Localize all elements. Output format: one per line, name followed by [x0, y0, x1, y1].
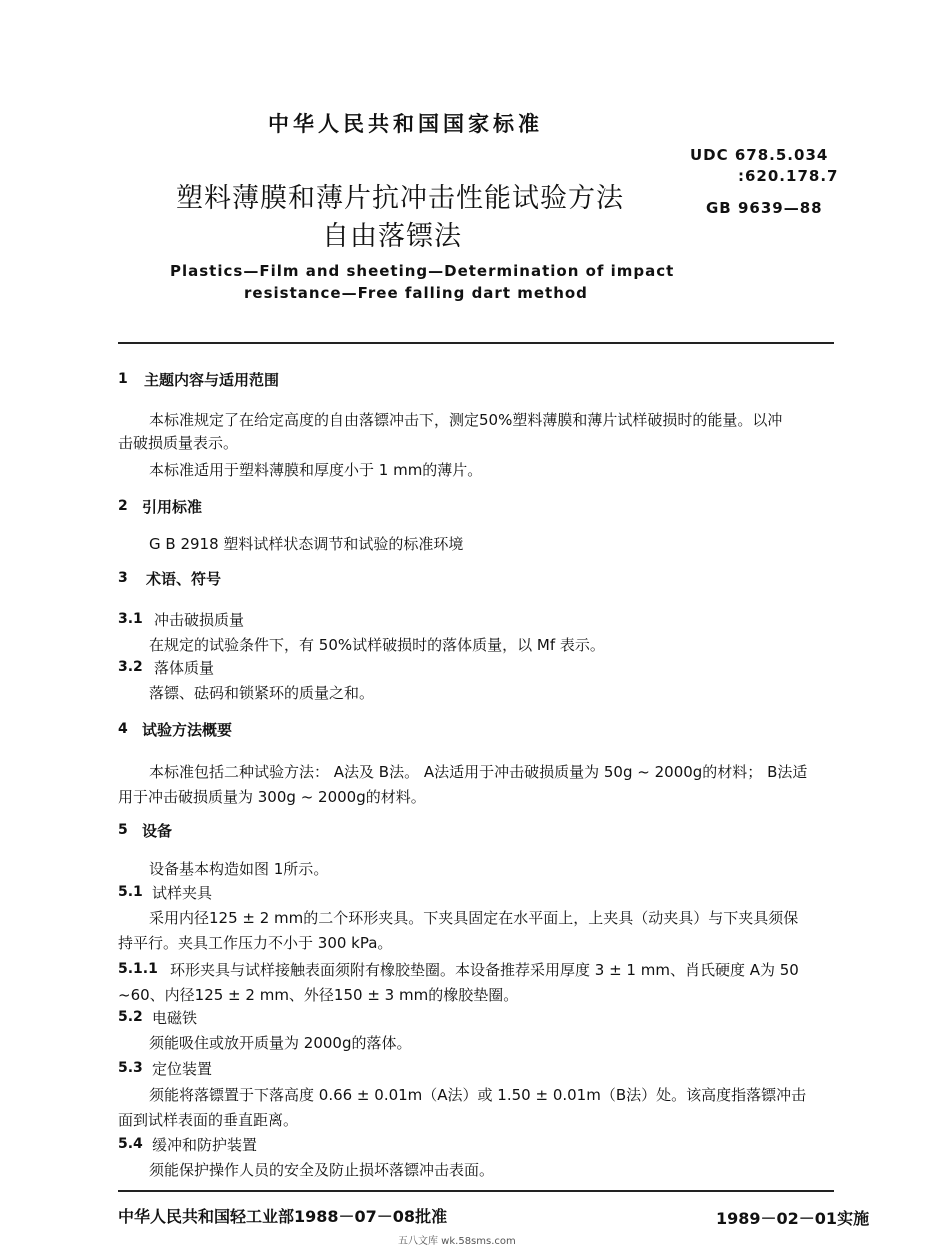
- paragraph-line: G B 2918 塑料试样状态调节和试验的标准环境: [149, 535, 464, 553]
- paragraph-line: 在规定的试验条件下，有 50%试样破损时的落体质量，以 Mf 表示。: [149, 636, 605, 654]
- paragraph-line: 采用内径125 ± 2 mm的二个环形夹具。下夹具固定在水平面上，上夹具（动夹具）与下夹具须保: [149, 909, 799, 927]
- section-number: 5.3: [118, 1060, 143, 1076]
- paragraph-line: 用于冲击破损质量为 300g ~ 2000g的材料。: [118, 788, 426, 806]
- udc-code-line2: :620.178.7: [738, 167, 839, 185]
- paragraph-line: 须能将落镖置于下落高度 0.66 ± 0.01m（A法）或 1.50 ± 0.01m（B法）处。该高度指落镖冲击: [149, 1086, 807, 1104]
- document-title-cn-line1: 塑料薄膜和薄片抗冲击性能试验方法: [176, 183, 624, 214]
- implementation-date: 1989－02－01实施: [716, 1209, 870, 1228]
- section-heading: 定位装置: [152, 1060, 213, 1078]
- section-heading: 冲击破损质量: [154, 611, 245, 629]
- section-heading: 引用标准: [142, 498, 203, 516]
- paragraph-line: 本标准适用于塑料薄膜和厚度小于 1 mm的薄片。: [149, 461, 483, 479]
- paragraph-line: 面到试样表面的垂直距离。: [118, 1111, 299, 1129]
- section-heading: 试样夹具: [152, 884, 213, 902]
- national-standard-label: 中华人民共和国国家标准: [268, 112, 543, 136]
- section-heading: 缓冲和防护装置: [152, 1136, 258, 1154]
- document-title-cn-line2: 自由落镖法: [322, 221, 462, 252]
- watermark: 五八文库 wk.58sms.com: [398, 1236, 516, 1247]
- document-title-en-line2: resistance—Free falling dart method: [244, 284, 588, 302]
- section-number: 3.1: [118, 611, 143, 627]
- paragraph-line: 环形夹具与试样接触表面须附有橡胶垫圈。本设备推荐采用厚度 3 ± 1 mm、肖氏硬度 A为 50: [170, 961, 799, 979]
- paragraph-line: 设备基本构造如图 1所示。: [149, 860, 329, 878]
- section-number: 5.1: [118, 884, 143, 900]
- section-heading: 主题内容与适用范围: [144, 371, 280, 389]
- udc-code-line1: UDC 678.5.034: [690, 146, 829, 164]
- header-divider: [118, 342, 834, 344]
- paragraph-line: 须能吸住或放开质量为 2000g的落体。: [149, 1034, 412, 1052]
- section-heading: 术语、符号: [146, 570, 222, 588]
- paragraph-line: 持平行。夹具工作压力不小于 300 kPa。: [118, 934, 393, 952]
- section-number: 5: [118, 822, 128, 838]
- section-number: 5.1.1: [118, 961, 158, 977]
- section-number: 5.2: [118, 1009, 143, 1025]
- section-number: 3.2: [118, 659, 143, 675]
- section-number: 2: [118, 498, 128, 514]
- footer-divider: [118, 1190, 834, 1192]
- section-number: 5.4: [118, 1136, 143, 1152]
- paragraph-line: 击破损质量表示。: [118, 434, 239, 452]
- section-heading: 设备: [142, 822, 173, 840]
- section-heading: 落体质量: [154, 659, 215, 677]
- section-number: 4: [118, 721, 128, 737]
- approval-date: 中华人民共和国轻工业部1988－07－08批准: [118, 1207, 448, 1226]
- paragraph-line: 落镖、砝码和锁紧环的质量之和。: [149, 684, 375, 702]
- paragraph-line: 须能保护操作人员的安全及防止损坏落镖冲击表面。: [149, 1161, 495, 1179]
- document-title-en-line1: Plastics—Film and sheeting—Determination of impact: [170, 262, 675, 280]
- section-heading: 试验方法概要: [142, 721, 233, 739]
- section-heading: 电磁铁: [152, 1009, 198, 1027]
- section-number: 3: [118, 570, 128, 586]
- paragraph-line: 本标准包括二种试验方法： A法及 B法。 A法适用于冲击破损质量为 50g ~ 2000g的材料； B法适: [149, 763, 808, 781]
- paragraph-line: ~60、内径125 ± 2 mm、外径150 ± 3 mm的橡胶垫圈。: [118, 986, 519, 1004]
- paragraph-line: 本标准规定了在给定高度的自由落镖冲击下，测定50%塑料薄膜和薄片试样破损时的能量。以冲: [149, 411, 783, 429]
- section-number: 1: [118, 371, 128, 387]
- gb-number: GB 9639—88: [706, 199, 823, 217]
